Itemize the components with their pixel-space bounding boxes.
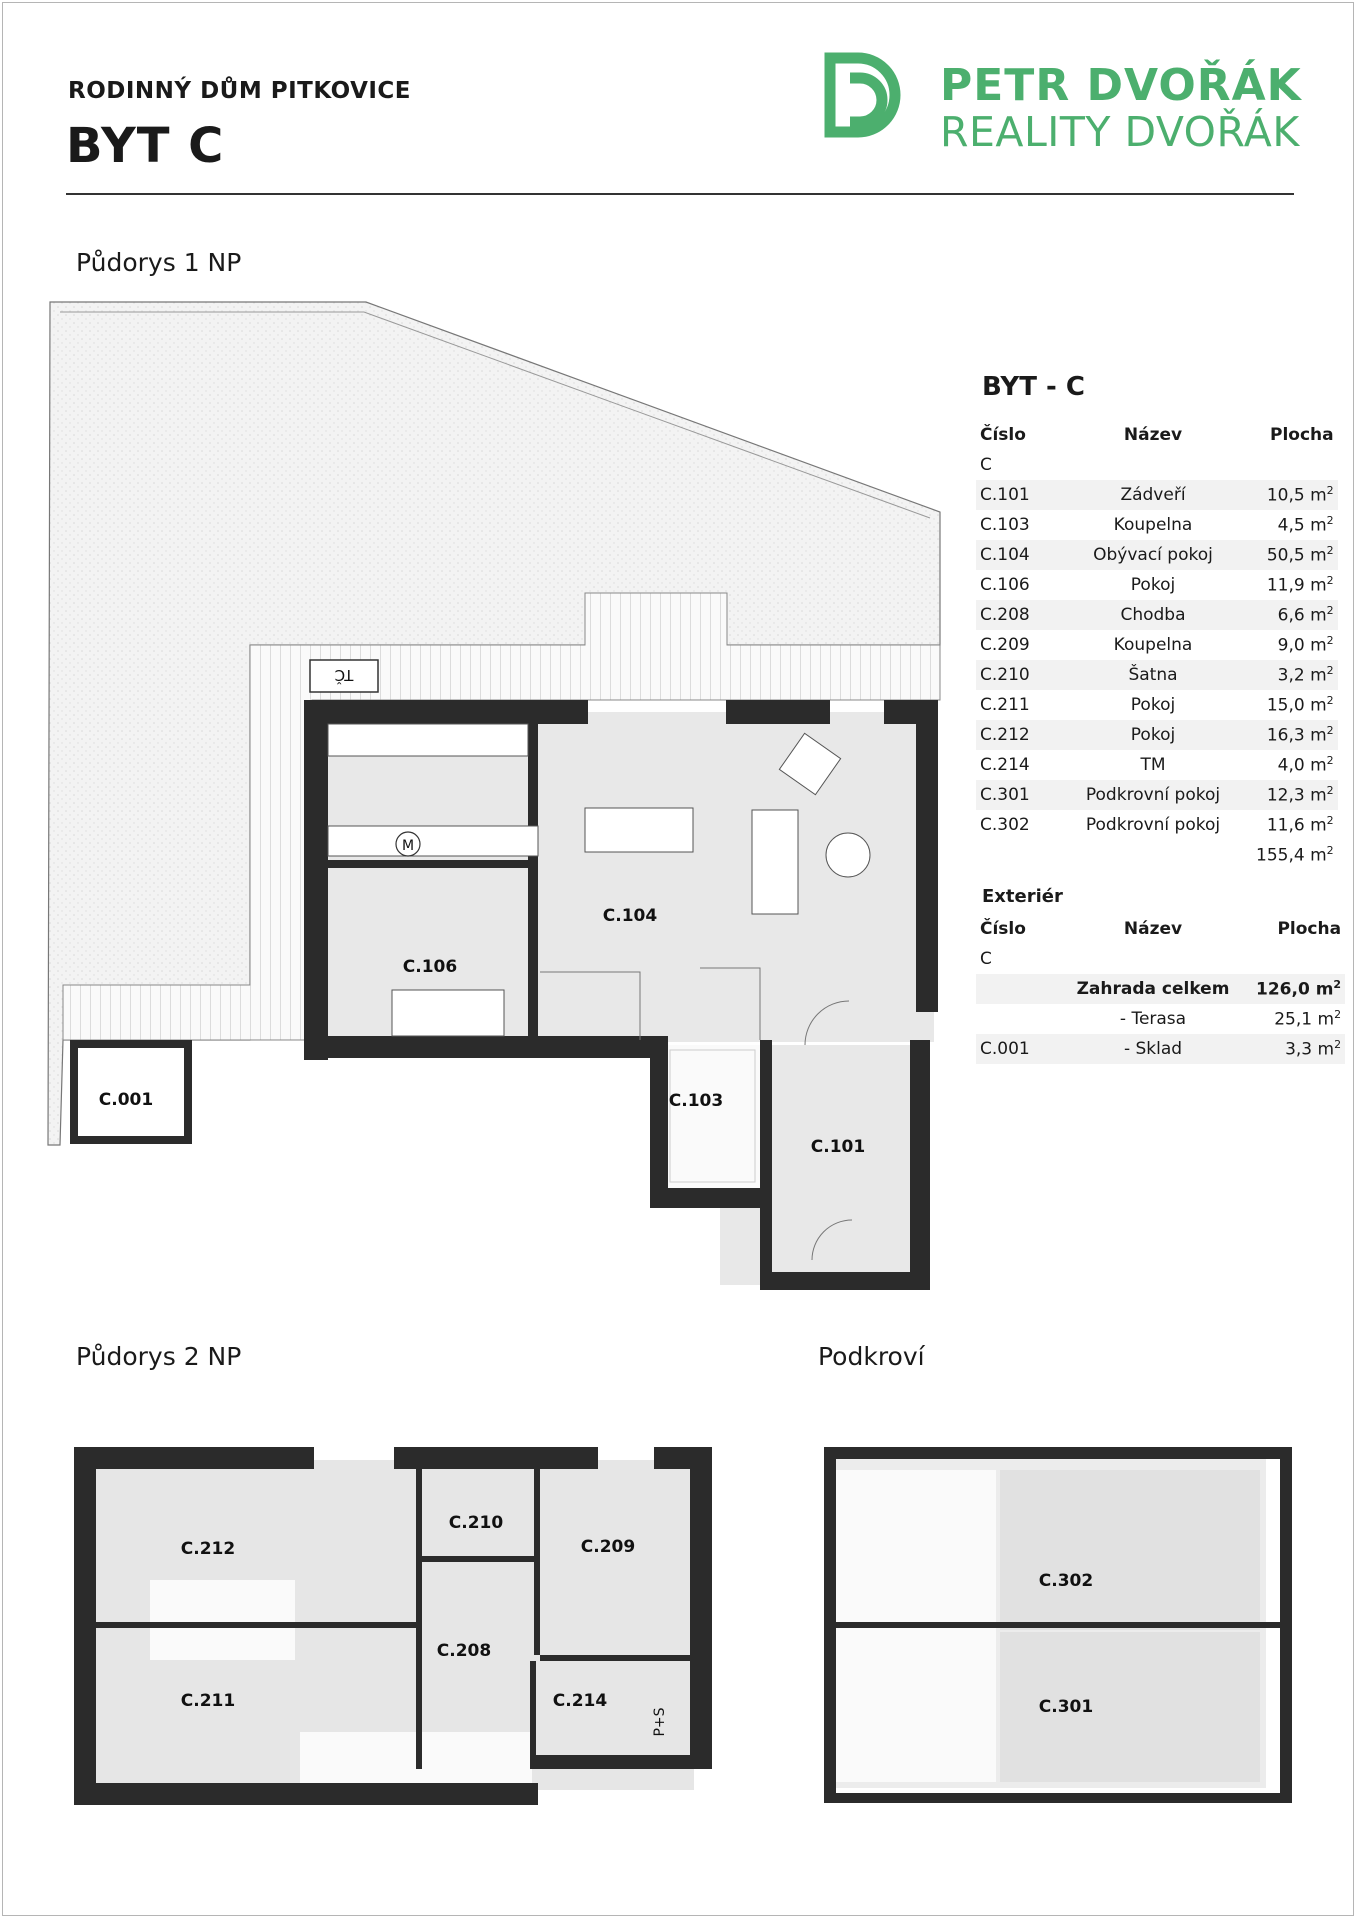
terrace-row bbox=[976, 1004, 1345, 1034]
room-area: 4,5 $m^2$ bbox=[1277, 514, 1334, 536]
washer-label: M bbox=[401, 838, 415, 854]
room-label-c214: C.214 bbox=[552, 1691, 608, 1711]
table-row bbox=[976, 810, 1338, 840]
room-number: C.209 bbox=[980, 635, 1030, 655]
rooms-table bbox=[976, 420, 1338, 870]
room-label-c101: C.101 bbox=[810, 1137, 866, 1157]
room-number: C.301 bbox=[976, 780, 1054, 810]
room-name: Šatna bbox=[1054, 660, 1252, 690]
exterior-table-title: Exteriér bbox=[982, 886, 1063, 907]
room-number: C.101 bbox=[976, 480, 1054, 510]
room-number: C.302 bbox=[980, 815, 1030, 835]
group-row bbox=[976, 450, 1338, 480]
room-area: 10,5 $m^2$ bbox=[1252, 480, 1338, 510]
table-row bbox=[976, 510, 1338, 540]
storage-name: - Sklad bbox=[1054, 1034, 1252, 1064]
room-name: Podkrovní pokoj bbox=[1054, 780, 1252, 810]
exterior-table-header bbox=[976, 914, 1345, 944]
room-number: C.104 bbox=[976, 540, 1054, 570]
table-row bbox=[976, 660, 1338, 690]
room-label-c211: C.211 bbox=[180, 1691, 236, 1711]
rooms-table-header bbox=[976, 420, 1338, 450]
room-name: Zádveří bbox=[1054, 480, 1252, 510]
room-label-c212: C.212 bbox=[180, 1539, 236, 1559]
room-area: 50,5 $m^2$ bbox=[1252, 540, 1338, 570]
room-label-c209: C.209 bbox=[580, 1537, 636, 1557]
col-number: Číslo bbox=[980, 425, 1026, 445]
table-row bbox=[976, 480, 1338, 510]
unit-title: BYT C bbox=[66, 118, 225, 174]
attic-plan bbox=[824, 1447, 1292, 1803]
storage-area: 3,3 $m^2$ bbox=[1252, 1034, 1345, 1064]
total-area: 155,4 $m^2$ bbox=[1256, 844, 1334, 866]
storage-row bbox=[976, 1034, 1345, 1064]
table-row bbox=[976, 630, 1338, 660]
room-label-c104: C.104 bbox=[602, 906, 658, 926]
room-area: 11,6 $m^2$ bbox=[1266, 814, 1334, 836]
room-label-c210: C.210 bbox=[448, 1513, 504, 1533]
table-row bbox=[976, 750, 1338, 780]
rooms-table-title: BYT - C bbox=[982, 372, 1085, 402]
room-name: Pokoj bbox=[1130, 695, 1176, 715]
room-name: TM bbox=[1140, 755, 1166, 775]
room-name: Pokoj bbox=[1130, 575, 1176, 595]
table-row bbox=[976, 780, 1338, 810]
attic-title: Podkroví bbox=[818, 1342, 925, 1371]
room-name: Podkrovní pokoj bbox=[1085, 815, 1221, 835]
room-number: C.103 bbox=[980, 515, 1030, 535]
room-label-c301: C.301 bbox=[1038, 1697, 1094, 1717]
room-label-c302: C.302 bbox=[1038, 1571, 1094, 1591]
room-label-c106: C.106 bbox=[402, 957, 458, 977]
brand-subtitle: REALITY DVOŘÁK bbox=[940, 108, 1300, 156]
col-name: Název bbox=[1123, 425, 1183, 445]
room-area: 9,0 $m^2$ bbox=[1277, 634, 1334, 656]
col-area: Plocha bbox=[1277, 919, 1342, 939]
room-number: C.212 bbox=[976, 720, 1054, 750]
garden-area: 126,0 $m^2$ bbox=[1252, 974, 1345, 1004]
room-name: Koupelna bbox=[1113, 635, 1193, 655]
room-label-c208: C.208 bbox=[436, 1641, 492, 1661]
room-number: C.208 bbox=[976, 600, 1054, 630]
floor2-title: Půdorys 2 NP bbox=[76, 1342, 242, 1371]
ps-label: P+S bbox=[652, 1707, 668, 1737]
room-number: C.211 bbox=[980, 695, 1030, 715]
group-label: C bbox=[980, 455, 992, 475]
heat-pump-label: TČ bbox=[334, 666, 354, 684]
terrace-name: - Terasa bbox=[1119, 1009, 1187, 1029]
floor1-title: Půdorys 1 NP bbox=[76, 248, 242, 277]
table-row bbox=[976, 600, 1338, 630]
room-label-c103: C.103 bbox=[668, 1091, 724, 1111]
group-row bbox=[976, 944, 1345, 974]
room-name: Koupelna bbox=[1113, 515, 1193, 535]
room-area: 11,9 $m^2$ bbox=[1266, 574, 1334, 596]
table-row bbox=[976, 540, 1338, 570]
room-area: 12,3 $m^2$ bbox=[1252, 780, 1338, 810]
room-number: C.210 bbox=[976, 660, 1054, 690]
terrace-area: 25,1 $m^2$ bbox=[1274, 1008, 1342, 1030]
brand-name: PETR DVOŘÁK bbox=[940, 60, 1302, 111]
room-label-c001: C.001 bbox=[98, 1090, 154, 1110]
garden-row bbox=[976, 974, 1345, 1004]
room-number: C.214 bbox=[980, 755, 1030, 775]
floor1-plan bbox=[48, 302, 940, 1290]
room-number: C.106 bbox=[980, 575, 1030, 595]
room-name: Obývací pokoj bbox=[1054, 540, 1252, 570]
exterior-table bbox=[976, 914, 1345, 1064]
table-row bbox=[976, 690, 1338, 720]
group-label: C bbox=[980, 949, 992, 969]
room-area: 16,3 $m^2$ bbox=[1252, 720, 1338, 750]
garden-name: Zahrada celkem bbox=[1054, 974, 1252, 1004]
table-row bbox=[976, 570, 1338, 600]
room-area: 3,2 $m^2$ bbox=[1252, 660, 1338, 690]
storage-number: C.001 bbox=[976, 1034, 1054, 1064]
room-area: 4,0 $m^2$ bbox=[1277, 754, 1334, 776]
col-name: Název bbox=[1123, 919, 1183, 939]
floor2-plan bbox=[74, 1447, 712, 1805]
room-area: 15,0 $m^2$ bbox=[1266, 694, 1334, 716]
room-area: 6,6 $m^2$ bbox=[1252, 600, 1338, 630]
project-name: RODINNÝ DŮM PITKOVICE bbox=[68, 78, 412, 104]
col-area: Plocha bbox=[1270, 425, 1334, 445]
room-name: Chodba bbox=[1054, 600, 1252, 630]
room-name: Pokoj bbox=[1054, 720, 1252, 750]
table-row bbox=[976, 720, 1338, 750]
total-row bbox=[976, 840, 1338, 870]
col-number: Číslo bbox=[980, 919, 1026, 939]
